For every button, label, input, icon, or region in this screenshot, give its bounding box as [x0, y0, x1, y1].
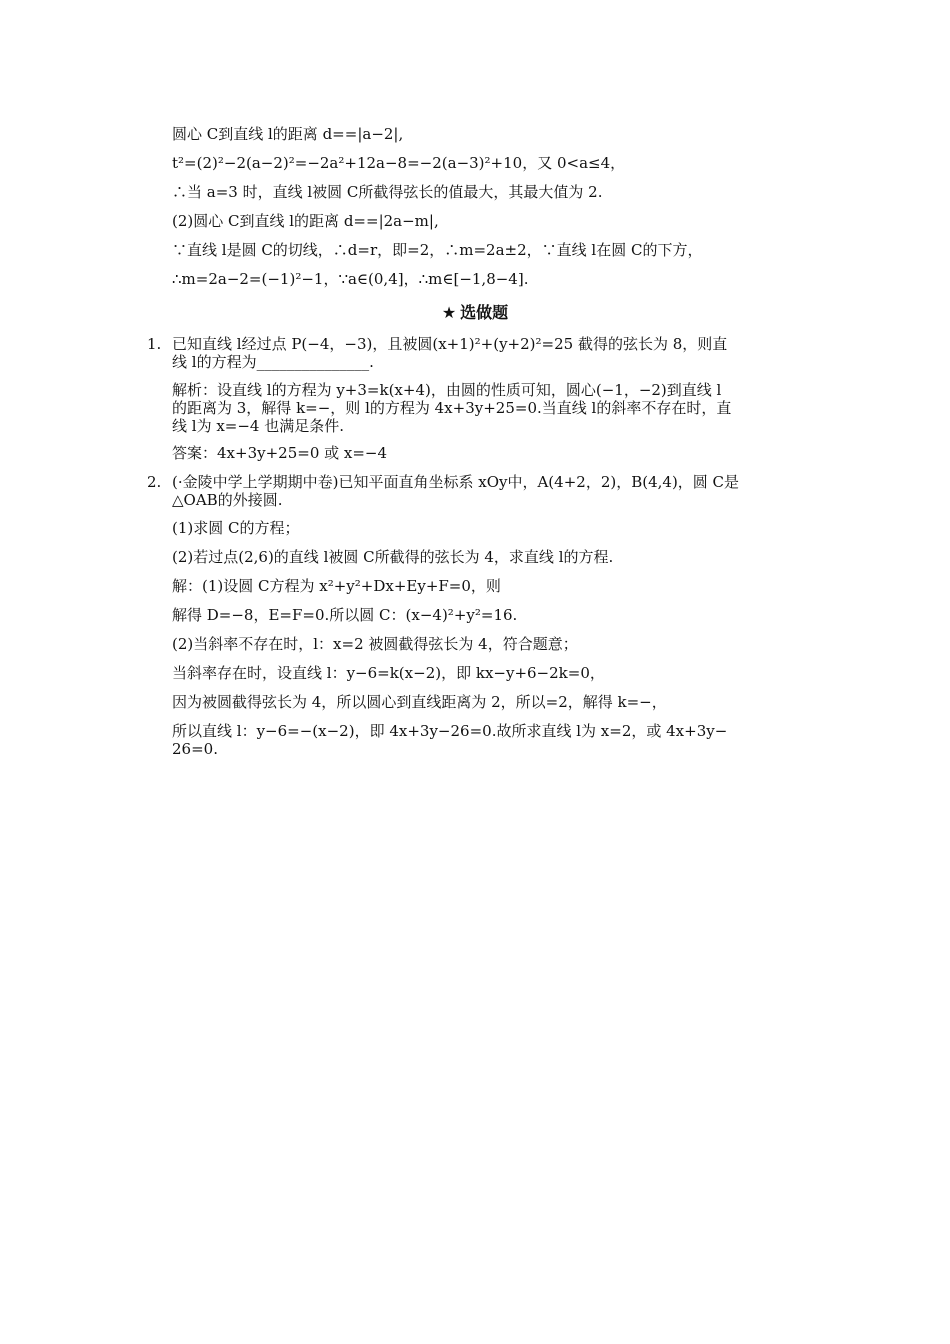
question-1-analysis-2: 的距离为 3，解得 k=−，则 l的方程为 4x+3y+25=0.当直线 l的斜率不存在时，直: [172, 399, 732, 417]
question-2-part-2: (2)若过点(2,6)的直线 l被圆 C所截得的弦长为 4，求直线 l的方程.: [172, 548, 614, 566]
question-2-solution-5: 因为被圆截得弦长为 4，所以圆心到直线距离为 2，所以=2，解得 k=−，: [172, 693, 667, 711]
solution-line-5: ∵直线 l是圆 C的切线，∴d=r，即=2，∴m=2a±2，∵直线 l在圆 C的下方，: [172, 241, 703, 259]
question-2-line-2: △OAB的外接圆.: [172, 491, 283, 509]
solution-line-6: ∴m=2a−2=(−1)²−1，∵a∈(0,4]，∴m∈[−1,8−4].: [172, 270, 529, 288]
solution-line-4: (2)圆心 C到直线 l的距离 d==|2a−m|,: [172, 212, 439, 230]
solution-line-1: 圆心 C到直线 l的距离 d==|a−2|,: [172, 125, 404, 143]
question-1-line-2: 线 l的方程为_______________.: [172, 353, 374, 371]
question-1-line-1: 已知直线 l经过点 P(−4，−3)，且被圆(x+1)²+(y+2)²=25 截得的弦长为 8，则直: [172, 335, 728, 353]
solution-line-2: t²=(2)²−2(a−2)²=−2a²+12a−8=−2(a−3)²+10，又 0<a≤4，: [172, 154, 626, 172]
star-icon: ★: [441, 303, 457, 322]
section-heading: [0, 300, 950, 323]
question-1-analysis-1: 解析：设直线 l的方程为 y+3=k(x+4)，由圆的性质可知，圆心(−1，−2)到直线 l: [172, 381, 722, 399]
question-1-analysis-3: 线 l为 x=−4 也满足条件.: [172, 417, 345, 435]
question-2-number: 2.: [147, 473, 162, 491]
question-2-solution-2: 解得 D=−8，E=F=0.所以圆 C：(x−4)²+y²=16.: [172, 606, 518, 624]
question-2-solution-6: 所以直线 l：y−6=−(x−2)，即 4x+3y−26=0.故所求直线 l为 x=2，或 4x+3y−: [172, 722, 728, 740]
question-2-line-1: (·金陵中学上学期期中卷)已知平面直角坐标系 xOy中，A(4+2，2)，B(4,4)，圆 C是: [172, 473, 740, 491]
section-title: 选做题: [460, 303, 509, 322]
question-2-solution-7: 26=0.: [172, 740, 218, 758]
question-2-solution-4: 当斜率存在时，设直线 l：y−6=k(x−2)，即 kx−y+6−2k=0，: [172, 664, 605, 682]
question-2-solution-1: 解：(1)设圆 C方程为 x²+y²+Dx+Ey+F=0，则: [172, 577, 501, 595]
question-1-answer: 答案：4x+3y+25=0 或 x=−4: [172, 444, 388, 462]
question-2-solution-3: (2)当斜率不存在时，l：x=2 被圆截得弦长为 4，符合题意；: [172, 635, 578, 653]
question-1-number: 1.: [147, 335, 162, 353]
solution-line-3: ∴当 a=3 时，直线 l被圆 C所截得弦长的值最大，其最大值为 2.: [172, 183, 603, 201]
question-2-part-1: (1)求圆 C的方程；: [172, 519, 300, 537]
